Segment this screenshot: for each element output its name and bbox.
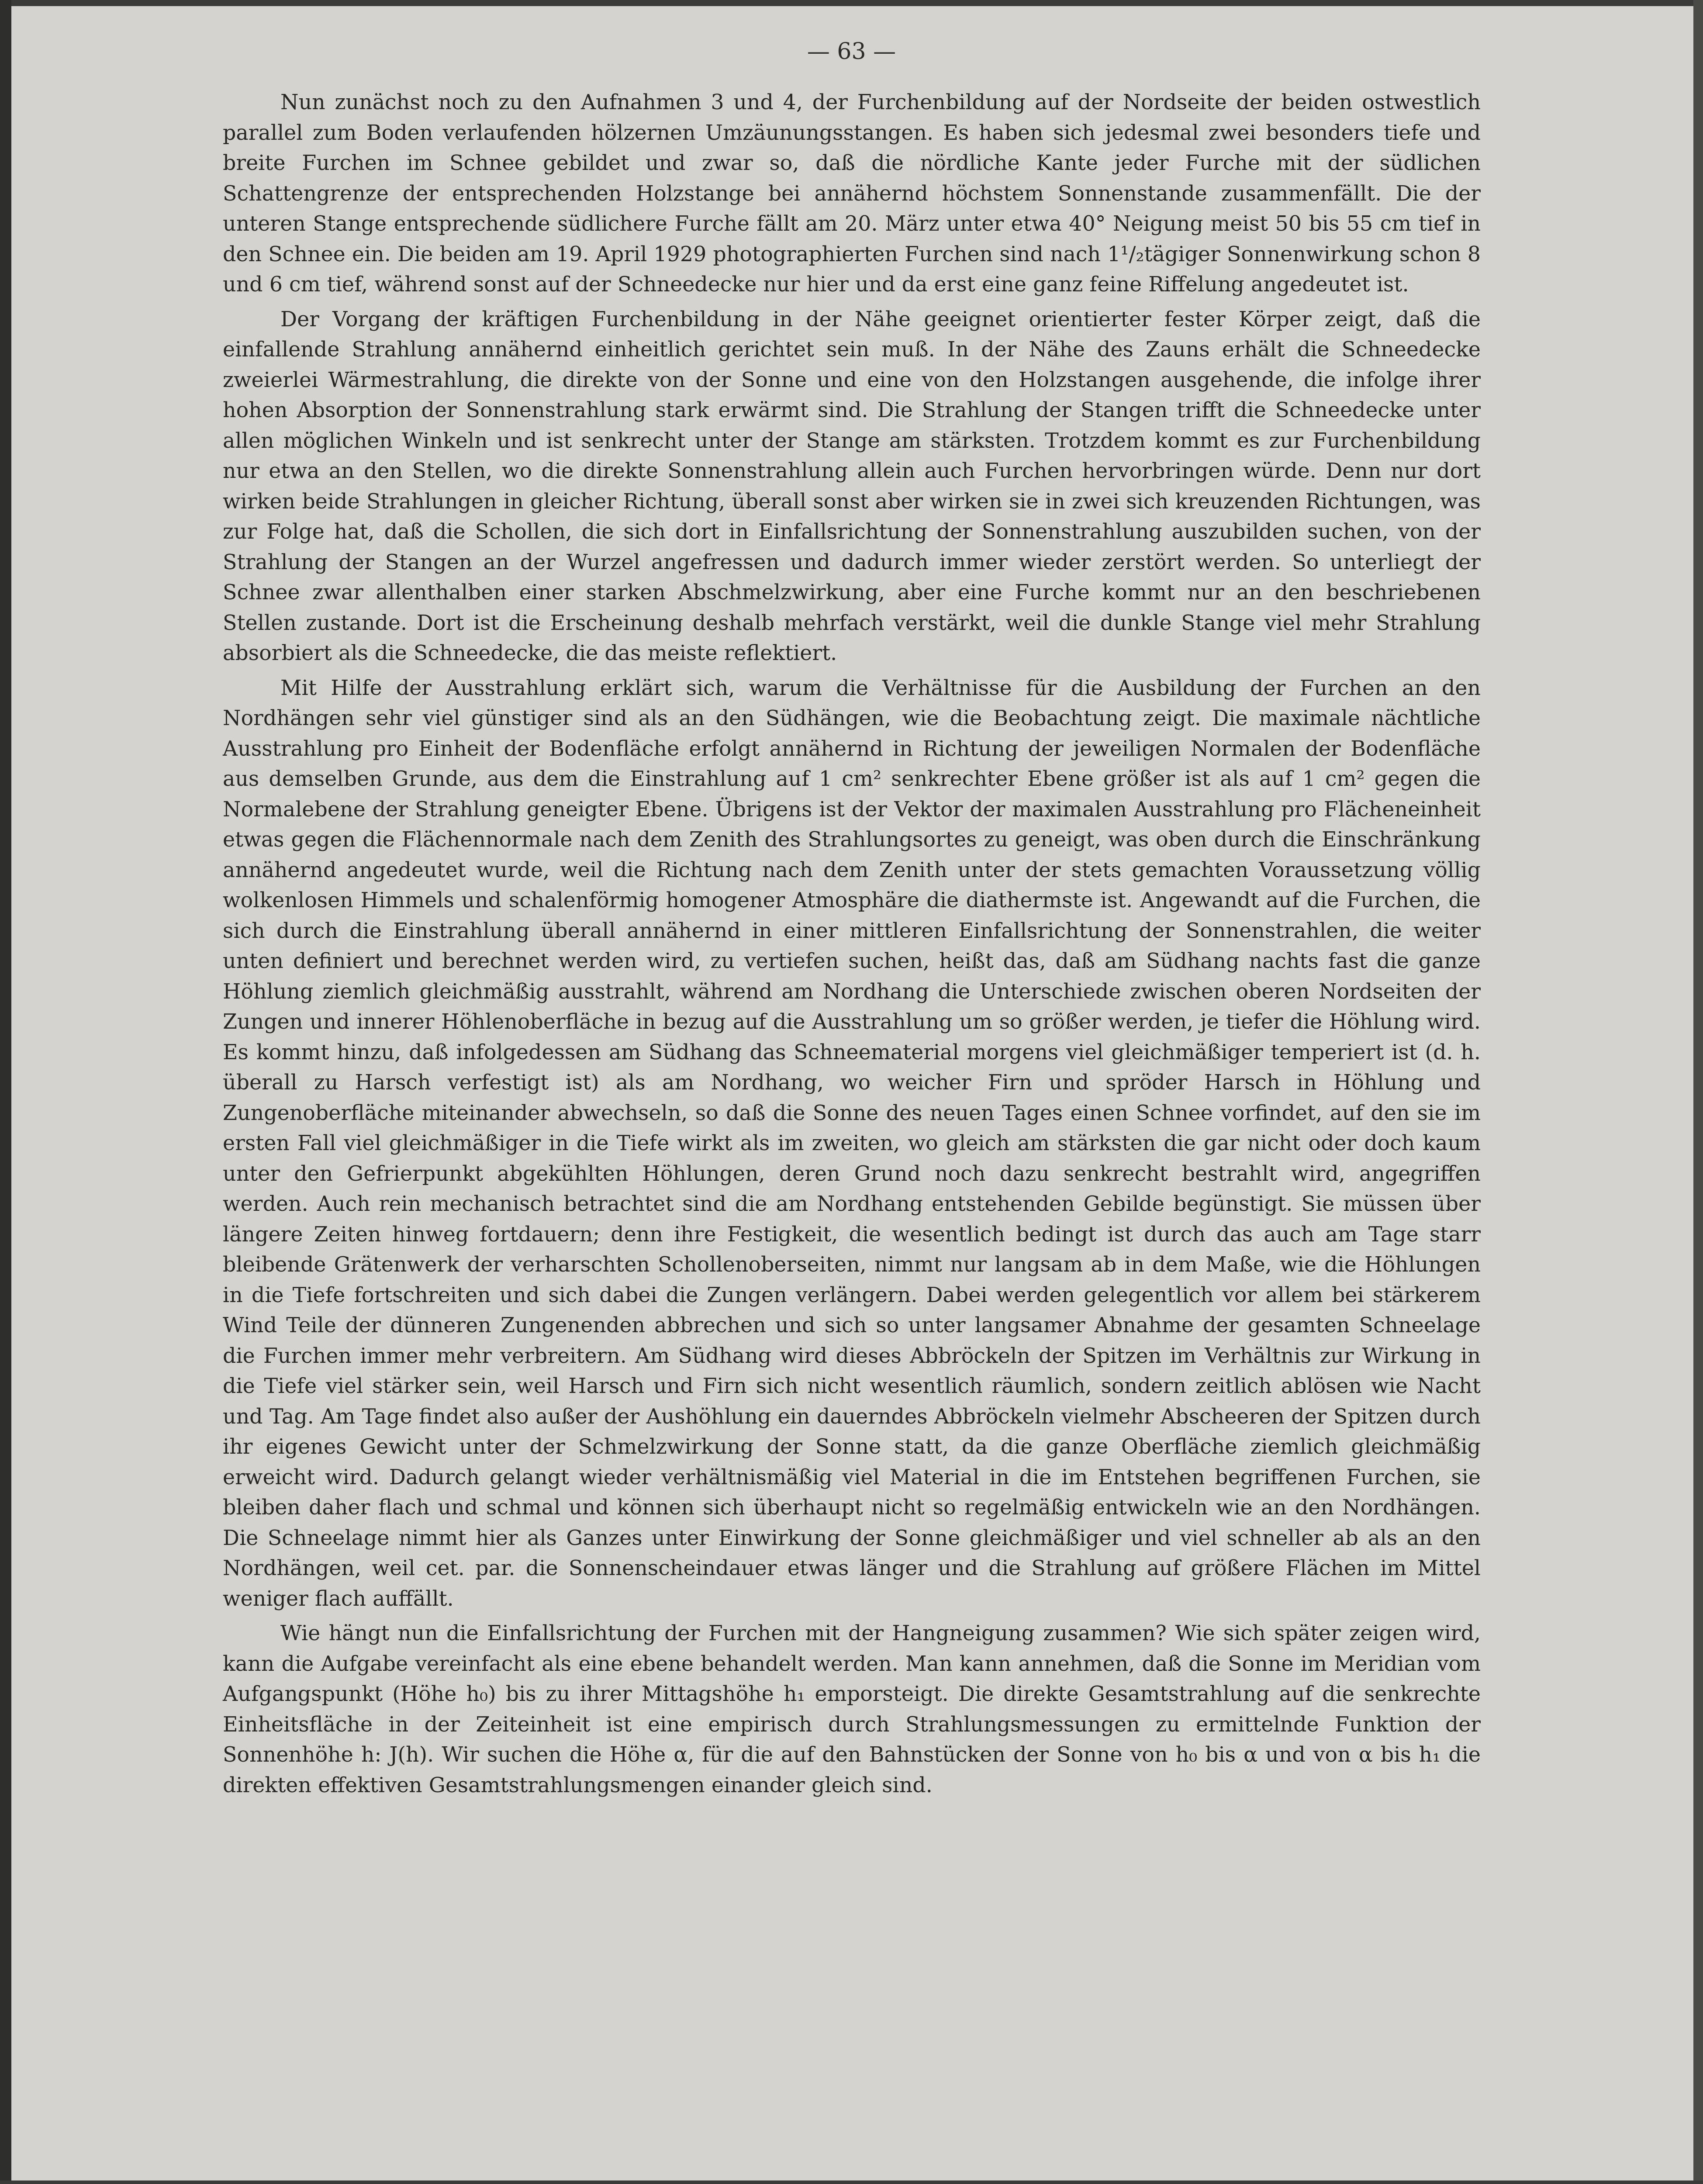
scan-border-bottom: [0, 2181, 1703, 2184]
paragraph: Nun zunächst noch zu den Aufnahmen 3 und 4, der Furchenbildung auf der Nordseite der beiden ostwestlich parallel zum Boden verlaufenden hölzernen Umzäunungsstangen. Es haben sich jedesmal zwei besonders tiefe und breite Furchen im Schnee gebildet und zwar so, daß die nördliche Kante jeder Furche mit der südlichen Schattengrenze der entsprechenden Holzstange bei annähernd höchstem Sonnenstande zusammenfällt. Die der unteren Stange entsprechende südlichere Furche fällt am 20. März unter etwa 40° Neigung meist 50 bis 55 cm tief in den Schnee ein. Die beiden am 19. April 1929 photographierten Furchen sind nach 1¹/₂tägiger Sonnenwirkung schon 8 und 6 cm tief, während sonst auf der Schneedecke nur hier und da erst eine ganz feine Riffelung angedeutet ist.: [223, 90, 1481, 297]
paragraph: Mit Hilfe der Ausstrahlung erklärt sich, warum die Verhältnisse für die Ausbildung der Furchen an den Nordhängen sehr viel günstiger sind als an den Südhängen, wie die Beobachtung zeigt. Die maximale nächtliche Ausstrahlung pro Einheit der Bodenfläche erfolgt annähernd in Richtung der jeweiligen Normalen der Bodenfläche aus demselben Grunde, aus dem die Einstrahlung auf 1 cm² senkrechter Ebene größer ist als auf 1 cm² gegen die Normalebene der Strahlung geneigter Ebene. Übrigens ist der Vektor der maximalen Ausstrahlung pro Flächeneinheit etwas gegen die Flächennormale nach dem Zenith des Strahlungsortes zu geneigt, was oben durch die Einschränkung annähernd angedeutet wurde, weil die Richtung nach dem Zenith unter der stets gemachten Voraussetzung völlig wolkenlosen Himmels und schalenförmig homogener Atmosphäre die diathermste ist. Angewandt auf die Furchen, die sich durch die Einstrahlung überall annähernd in einer mittleren Einfallsrichtung der Sonnenstrahlen, die weiter unten definiert und berechnet werden wird, zu vertiefen suchen, heißt das, daß am Südhang nachts fast die ganze Höhlung ziemlich gleichmäßig ausstrahlt, während am Nordhang die Unterschiede zwischen oberen Nordseiten der Zungen und innerer Höhlenoberfläche in bezug auf die Ausstrahlung um so größer werden, je tiefer die Höhlung wird. Es kommt hinzu, daß infolgedessen am Südhang das Schneematerial morgens viel gleichmäßiger temperiert ist (d. h. überall zu Harsch verfestigt ist) als am Nordhang, wo weicher Firn und spröder Harsch in Höhlung und Zungenoberfläche miteinander abwechseln, so daß die Sonne des neuen Tages einen Schnee vorfindet, auf den sie im ersten Fall viel gleichmäßiger in die Tiefe wirkt als im zweiten, wo gleich am stärksten die gar nicht oder doch kaum unter den Gefrierpunkt abgekühlten Höhlungen, deren Grund noch dazu senkrecht bestrahlt wird, angegriffen werden. Auch rein mechanisch betrachtet sind die am Nordhang entstehenden Gebilde begünstigt. Sie müssen über längere Zeiten hinweg fortdauern; denn ihre Festigkeit, die wesentlich bedingt ist durch das auch am Tage starr bleibende Grätenwerk der verharschten Schollenoberseiten, nimmt nur langsam ab in dem Maße, wie die Höhlungen in die Tiefe fortschreiten und sich dabei die Zungen verlängern. Dabei werden gelegentlich vor allem bei stärkerem Wind Teile der dünneren Zungenenden abbrechen und sich so unter langsamer Abnahme der gesamten Schneelage die Furchen immer mehr verbreitern. Am Südhang wird dieses Abbröckeln der Spitzen im Verhältnis zur Wirkung in die Tiefe viel stärker sein, weil Harsch und Firn sich nicht wesentlich räumlich, sondern zeitlich ablösen wie Nacht und Tag. Am Tage findet also außer der Aushöhlung ein dauerndes Abbröckeln vielmehr Abscheeren der Spitzen durch ihr eigenes Gewicht unter der Schmelzwirkung der Sonne statt, da die ganze Oberfläche ziemlich gleichmäßig erweicht wird. Dadurch gelangt wieder verhältnismäßig viel Material in die im Entstehen begriffenen Furchen, sie bleiben daher flach und schmal und können sich überhaupt nicht so regelmäßig entwickeln wie an den Nordhängen. Die Schneelage nimmt hier als Ganzes unter Einwirkung der Sonne gleichmäßiger und viel schneller ab als an den Nordhängen, weil cet. par. die Sonnenscheindauer etwas länger und die Strahlung auf größere Flächen im Mittel weniger flach auffällt.: [223, 676, 1481, 1611]
scan-border-right: [1693, 0, 1703, 2184]
body-text: [223, 87, 1481, 1800]
paragraph: Der Vorgang der kräftigen Furchenbildung in der Nähe geeignet orientierter fester Körper zeigt, daß die einfallende Strahlung annähernd einheitlich gerichtet sein muß. In der Nähe des Zauns erhält die Schneedecke zweierlei Wärmestrahlung, die direkte von der Sonne und eine von den Holzstangen ausgehende, die infolge ihrer hohen Absorption der Sonnenstrahlung stark erwärmt sind. Die Strahlung der Stangen trifft die Schneedecke unter allen möglichen Winkeln und ist senkrecht unter der Stange am stärksten. Trotzdem kommt es zur Furchenbildung nur etwa an den Stellen, wo die direkte Sonnenstrahlung allein auch Furchen hervorbringen würde. Denn nur dort wirken beide Strahlungen in gleicher Richtung, überall sonst aber wirken sie in zwei sich kreuzenden Richtungen, was zur Folge hat, daß die Schollen, die sich dort in Einfallsrichtung der Sonnenstrahlung auszubilden suchen, von der Strahlung der Stangen an der Wurzel angefressen und dadurch immer wieder zerstört werden. So unterliegt der Schnee zwar allenthalben einer starken Abschmelzwirkung, aber eine Furche kommt nur an den beschriebenen Stellen zustande. Dort ist die Erscheinung deshalb mehrfach verstärkt, weil die dunkle Stange viel mehr Strahlung absorbiert als die Schneedecke, die das meiste reflektiert.: [223, 307, 1481, 665]
page-number: — 63 —: [807, 38, 896, 65]
scan-border-left: [0, 0, 11, 2184]
scan-border-top: [0, 0, 1703, 6]
paragraph: Wie hängt nun die Einfallsrichtung der Furchen mit der Hangneigung zusammen? Wie sich später zeigen wird, kann die Aufgabe vereinfacht als eine ebene behandelt werden. Man kann annehmen, daß die Sonne im Meridian vom Aufgangspunkt (Höhe h₀) bis zu ihrer Mittagshöhe h₁ emporsteigt. Die direkte Gesamtstrahlung auf die senkrechte Einheitsfläche in der Zeiteinheit ist eine empirisch durch Strahlungsmessungen zu ermittelnde Funktion der Sonnenhöhe h: J(h). Wir suchen die Höhe α, für die auf den Bahnstücken der Sonne von h₀ bis α und von α bis h₁ die direkten effektiven Gesamtstrahlungsmengen einander gleich sind.: [223, 1621, 1481, 1797]
